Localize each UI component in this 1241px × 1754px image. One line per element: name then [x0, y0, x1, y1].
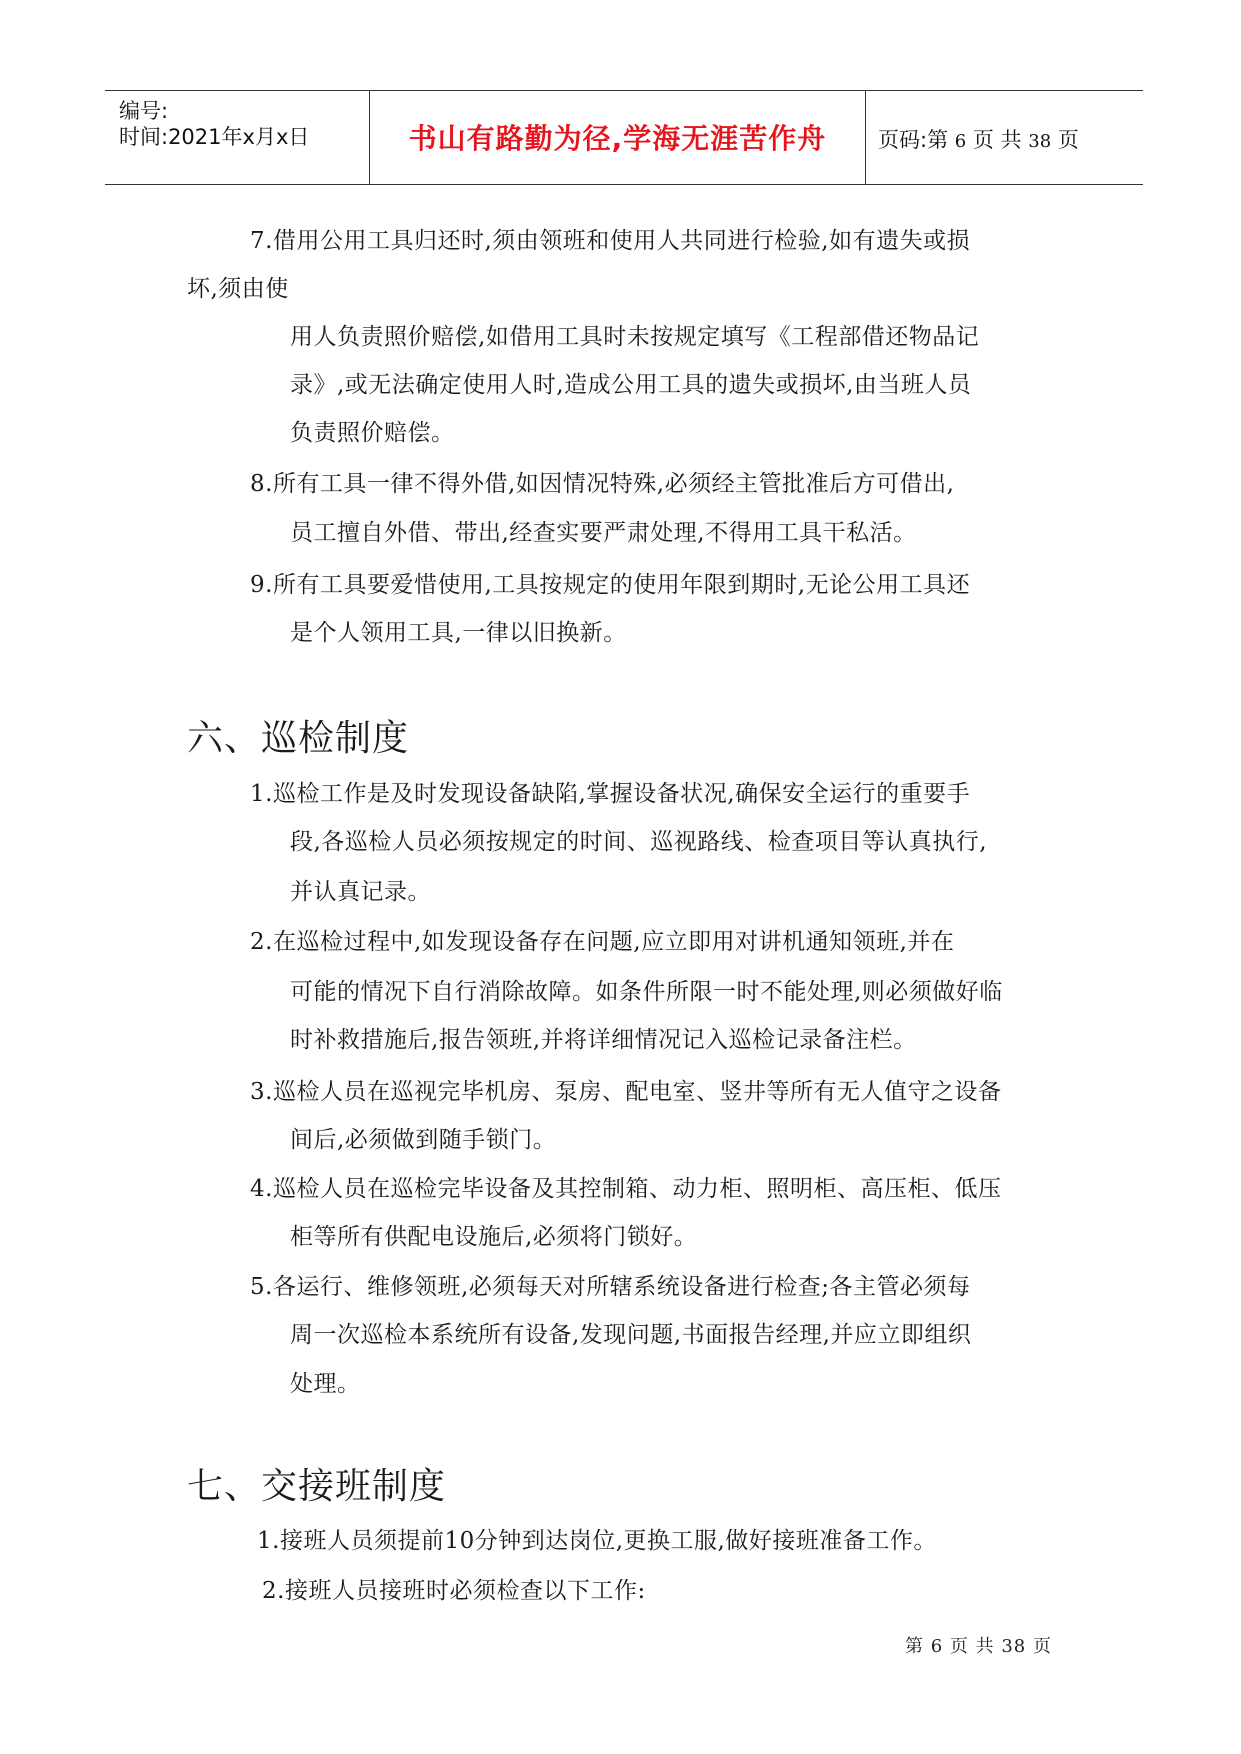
text-line: 负责照价赔偿。: [290, 420, 455, 446]
text-line: 录》,或无法确定使用人时,造成公用工具的遗失或损坏,由当班人员: [290, 372, 972, 398]
header-meta-cell: [105, 91, 370, 184]
page-total: 38: [1028, 131, 1052, 152]
page-mid: 页 共: [972, 128, 1022, 152]
page-suffix: 页: [1057, 128, 1079, 152]
text-line: 5.各运行、维修领班,必须每天对所辖系统设备进行检查;各主管必须每: [250, 1274, 971, 1300]
text-line: 段,各巡检人员必须按规定的时间、巡视路线、检查项目等认真执行,: [290, 829, 988, 855]
text-line: 2.在巡检过程中,如发现设备存在问题,应立即用对讲机通知领班,并在: [250, 929, 955, 955]
text-line: 时补救措施后,报告领班,并将详细情况记入巡检记录备注栏。: [290, 1027, 917, 1053]
text-line: 可能的情况下自行消除故障。如条件所限一时不能处理,则必须做好临: [290, 979, 1003, 1005]
text-line: 坏,须由使: [187, 276, 289, 302]
text-line: 9.所有工具要爱惜使用,工具按规定的使用年限到期时,无论公用工具还: [250, 572, 971, 598]
text-line: 2.接班人员接班时必须检查以下工作:: [262, 1578, 646, 1604]
text-line: 8.所有工具一律不得外借,如因情况特殊,必须经主管批准后方可借出,: [250, 471, 955, 497]
serial-label: 编号:: [119, 99, 169, 123]
text-line: 用人负责照价赔偿,如借用工具时未按规定填写《工程部借还物品记: [290, 324, 980, 350]
text-line: 4.巡检人员在巡检完毕设备及其控制箱、动力柜、照明柜、高压柜、低压: [250, 1176, 1002, 1202]
document-header: [105, 90, 1143, 185]
section-heading: 六、巡检制度: [187, 718, 410, 759]
text-line: 是个人领用工具,一律以旧换新。: [290, 620, 627, 646]
motto: 书山有路勤为径,学海无涯苦作舟: [408, 122, 827, 155]
text-line: 处理。: [290, 1371, 361, 1397]
text-line: 柜等所有供配电设施后,必须将门锁好。: [290, 1224, 698, 1250]
text-line: 员工擅自外借、带出,经查实要严肃处理,不得用工具干私活。: [290, 520, 917, 546]
page-number: 6: [954, 131, 967, 152]
header-motto-cell: [370, 91, 866, 184]
text-line: 并认真记录。: [290, 879, 431, 905]
header-page-cell: [866, 91, 1143, 184]
section-heading: 七、交接班制度: [187, 1466, 447, 1507]
date-label: 时间:2021年x月x日: [119, 125, 310, 149]
text-line: 3.巡检人员在巡视完毕机房、泵房、配电室、竖井等所有无人值守之设备: [250, 1079, 1002, 1105]
text-line: 1.接班人员须提前10分钟到达岗位,更换工服,做好接班准备工作。: [257, 1528, 937, 1554]
text-line: 间后,必须做到随手锁门。: [290, 1127, 557, 1153]
header-page-info: [878, 124, 1079, 154]
text-line: 1.巡检工作是及时发现设备缺陷,掌握设备状况,确保安全运行的重要手: [250, 781, 971, 807]
text-line: 周一次巡检本系统所有设备,发现问题,书面报告经理,并应立即组织: [290, 1322, 972, 1348]
page-prefix: 页码:第: [878, 128, 949, 152]
text-line: 7.借用公用工具归还时,须由领班和使用人共同进行检验,如有遗失或损: [250, 228, 971, 254]
page-footer: 第 6 页 共 38 页: [905, 1636, 1052, 1657]
